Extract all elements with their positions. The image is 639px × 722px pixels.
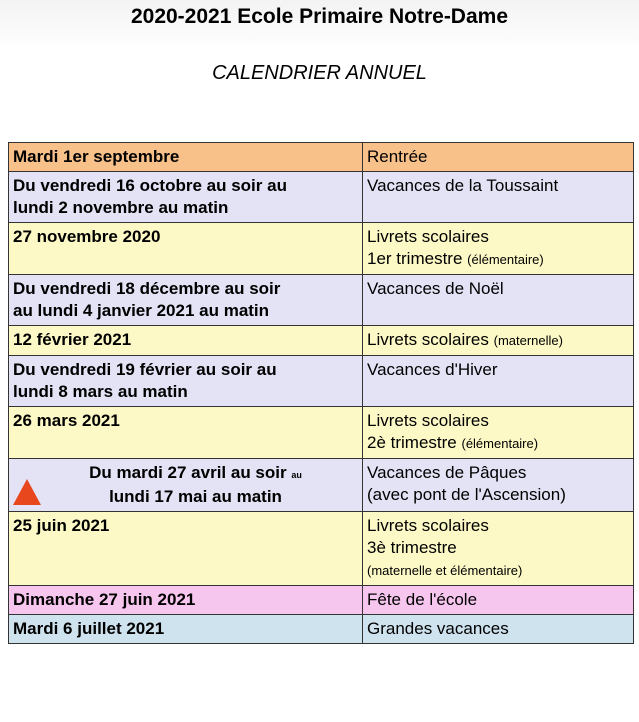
date-line: lundi 2 novembre au matin bbox=[13, 198, 229, 217]
event-note: (élémentaire) bbox=[461, 436, 539, 451]
event-cell: Grandes vacances bbox=[363, 615, 634, 644]
date-cell: 25 juin 2021 bbox=[9, 512, 363, 586]
date-tiny: au bbox=[291, 470, 302, 480]
date-line: Du vendredi 18 décembre au soir bbox=[13, 279, 281, 298]
table-row bbox=[9, 326, 634, 356]
event-cell: Vacances d'Hiver bbox=[363, 356, 634, 407]
event-note: (maternelle et élémentaire) bbox=[367, 563, 523, 578]
table-row bbox=[9, 512, 634, 586]
table-row bbox=[9, 459, 634, 512]
event-line: 2è trimestre bbox=[367, 433, 457, 452]
table-row bbox=[9, 586, 634, 615]
event-line: 3è trimestre bbox=[367, 538, 457, 557]
table-row bbox=[9, 356, 634, 407]
event-cell bbox=[363, 512, 634, 586]
date-cell bbox=[9, 356, 363, 407]
event-cell: Vacances de Noël bbox=[363, 275, 634, 326]
date-line: lundi 17 mai au matin bbox=[109, 487, 282, 506]
date-cell bbox=[9, 172, 363, 223]
table-row bbox=[9, 275, 634, 326]
date-line: Du mardi 27 avril au soir bbox=[89, 463, 287, 482]
event-cell bbox=[363, 326, 634, 356]
event-line: Livrets scolaires bbox=[367, 411, 489, 430]
date-cell: 26 mars 2021 bbox=[9, 407, 363, 459]
event-note: (maternelle) bbox=[493, 333, 563, 348]
event-cell bbox=[363, 459, 634, 512]
event-line: 1er trimestre bbox=[367, 249, 463, 268]
date-line: lundi 8 mars au matin bbox=[13, 382, 188, 401]
date-cell: 27 novembre 2020 bbox=[9, 223, 363, 275]
date-cell bbox=[9, 275, 363, 326]
event-cell: Vacances de la Toussaint bbox=[363, 172, 634, 223]
page-title: 2020-2021 Ecole Primaire Notre-Dame bbox=[130, 5, 509, 28]
event-cell: Rentrée bbox=[363, 143, 634, 172]
event-line: Livrets scolaires bbox=[367, 227, 489, 246]
event-note: (élémentaire) bbox=[467, 252, 544, 267]
date-cell: Mardi 6 juillet 2021 bbox=[9, 615, 363, 644]
event-line: (avec pont de l'Ascension) bbox=[367, 485, 566, 504]
event-line: Livrets scolaires bbox=[367, 516, 489, 535]
date-cell: Dimanche 27 juin 2021 bbox=[9, 586, 363, 615]
warning-triangle-icon bbox=[13, 479, 41, 505]
table-row bbox=[9, 143, 634, 172]
table-row bbox=[9, 407, 634, 459]
date-cell: Mardi 1er septembre bbox=[9, 143, 363, 172]
date-line: au lundi 4 janvier 2021 au matin bbox=[13, 301, 270, 320]
event-cell bbox=[363, 407, 634, 459]
date-center-wrap bbox=[13, 462, 358, 508]
event-cell: Fête de l'école bbox=[363, 586, 634, 615]
table-row bbox=[9, 223, 634, 275]
date-line: Du vendredi 16 octobre au soir au bbox=[13, 176, 287, 195]
date-line: Du vendredi 19 février au soir au bbox=[13, 360, 277, 379]
table-row bbox=[9, 615, 634, 644]
event-line: Livrets scolaires bbox=[367, 330, 489, 349]
date-cell bbox=[9, 459, 363, 512]
event-line: Vacances de Pâques bbox=[367, 463, 527, 482]
date-cell: 12 février 2021 bbox=[9, 326, 363, 356]
event-cell bbox=[363, 223, 634, 275]
page-subtitle: CALENDRIER ANNUEL bbox=[212, 62, 427, 84]
table-row bbox=[9, 172, 634, 223]
calendar-table bbox=[8, 142, 634, 644]
